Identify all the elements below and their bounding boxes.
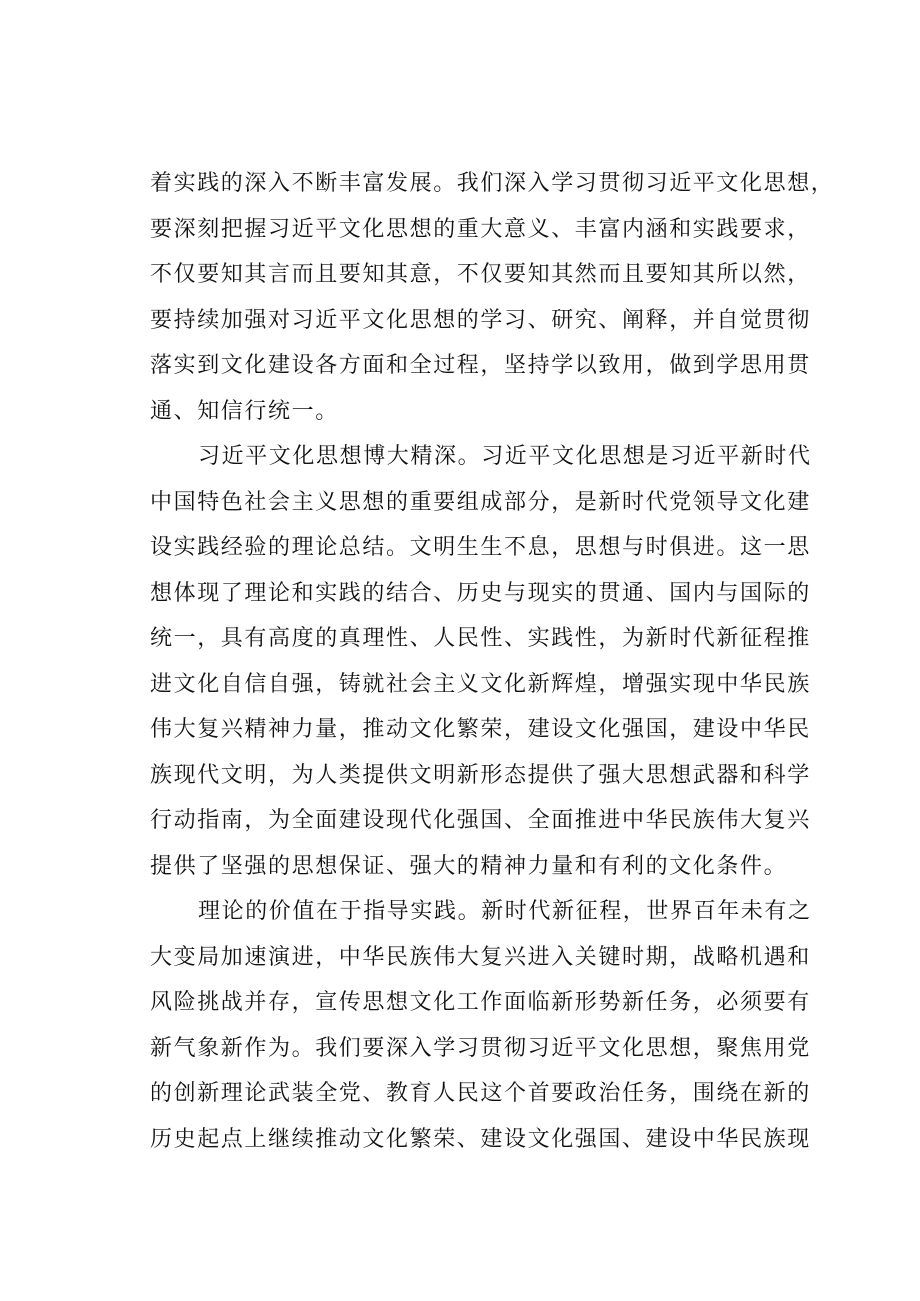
- paragraph-2-line-6: 进文化自信自强，铸就社会主义文化新辉煌，增强实现中华民族: [150, 671, 811, 697]
- paragraph-1-line-3: 不仅要知其言而且要知其意，不仅要知其然而且要知其所以然，: [150, 262, 811, 287]
- paragraph-1-line-4: 要持续加强对习近平文化思想的学习、研究、阐释，并自觉贯彻: [150, 307, 811, 333]
- paragraph-3-line-1: 理论的价值在于指导实践。新时代新征程，世界百年未有之: [198, 899, 812, 924]
- paragraph-3-line-5: 的创新理论武装全党、教育人民这个首要政治任务，围绕在新的: [150, 1081, 811, 1106]
- paragraph-2-line-2: 中国特色社会主义思想的重要组成部分，是新时代党领导文化建: [150, 489, 811, 515]
- paragraph-2-line-5: 统一，具有高度的真理性、人民性、实践性，为新时代新征程推: [150, 626, 811, 651]
- paragraph-1-line-2: 要深刻把握习近平文化思想的重大意义、丰富内涵和实践要求，: [150, 216, 811, 242]
- paragraph-2-line-10: 提供了坚强的思想保证、强大的精神力量和有利的文化条件。: [150, 853, 788, 879]
- paragraph-2-line-8: 族现代文明，为人类提供文明新形态提供了强大思想武器和科学: [150, 762, 811, 788]
- paragraph-2-line-3: 设实践经验的理论总结。文明生生不息，思想与时俱进。这一思: [150, 535, 811, 560]
- paragraph-3-line-4: 新气象新作为。我们要深入学习贯彻习近平文化思想，聚焦用党: [150, 1035, 811, 1061]
- paragraph-2-line-9: 行动指南，为全面建设现代化强国、全面推进中华民族伟大复兴: [150, 808, 811, 833]
- document-body: [150, 161, 835, 1162]
- paragraph-2-line-1: 习近平文化思想博大精深。习近平文化思想是习近平新时代: [198, 444, 812, 469]
- paragraph-1-line-5: 落实到文化建设各方面和全过程，坚持学以致用，做到学思用贯: [150, 353, 811, 378]
- paragraph-1-line-1: 着实践的深入不断丰富发展。我们深入学习贯彻习近平文化思想，: [150, 171, 835, 196]
- paragraph-3-line-6: 历史起点上继续推动文化繁荣、建设文化强国、建设中华民族现: [150, 1126, 811, 1152]
- paragraph-3-line-3: 风险挑战并存，宣传思想文化工作面临新形势新任务，必须要有: [150, 990, 811, 1015]
- paragraph-1-line-6: 通、知信行统一。: [150, 398, 339, 424]
- paragraph-2-line-4: 想体现了理论和实践的结合、历史与现实的贯通、国内与国际的: [150, 580, 811, 606]
- paragraph-3-line-2: 大变局加速演进，中华民族伟大复兴进入关键时期，战略机遇和: [150, 944, 811, 970]
- paragraph-2-line-7: 伟大复兴精神力量，推动文化繁荣，建设文化强国，建设中华民: [150, 717, 811, 742]
